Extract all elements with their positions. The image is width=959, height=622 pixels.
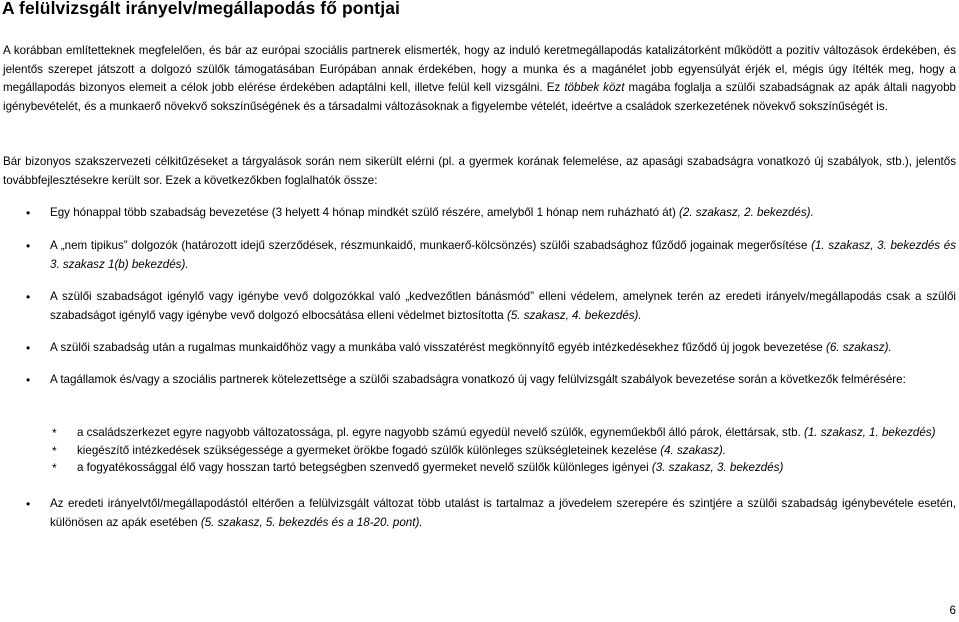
bullet-icon: • (26, 373, 31, 387)
reference: (2. szakasz, 2. bekezdés). (679, 206, 814, 219)
bullet-icon: • (26, 239, 31, 253)
bullet-icon: • (26, 206, 31, 220)
list-item-text: Az eredeti irányelvtől/megállapodástól eltérően a felülvizsgált változat több utalást is tartalmaz a jövedelem szerepére és szintjére a szülői szabadság igénybevétele esetén, különösen az apák esetében (5. szakasz, 5. bekezdés és a 18-20. pont). (50, 497, 956, 529)
reference: (5. szakasz, 5. bekezdés és a 18-20. pont). (200, 515, 423, 529)
intro-text-a: A korábban említetteknek megfelelően, és bár az európai szociális partnerek elismerték, hogy az induló keretmegállapodás katalizátorként működött a pozitív változások érdekében, és jelentős szerepet játszott a dolgozó szülők támogatásában Európában annak érdekében, hogy a munka és a magánélet jobb egyensúlyát érjék el, mégis úgy ítélték meg, hogy a megállapodás bizonyos elemeit a célok jobb elérése érdekében adaptálni kell, illetve felül kell vizsgálni. Ez (3, 44, 956, 95)
reference: (1. szakasz, 1. bekezdés) (803, 426, 936, 439)
list-item-text: A szülői szabadság után a rugalmas munkaidőhöz vagy a munkába való visszatérést megkönnyítő egyéb intézkedésekhez fűződő új jogok bevezetése (6. szakasz). (50, 341, 892, 354)
reference: (3. szakasz, 3. bekezdés) (651, 461, 784, 474)
reference: (1. szakasz, 3. bekezdés és 3. szakasz 1(b) bekezdés). (50, 239, 956, 271)
list-item-text: A tagállamok és/vagy a szociális partnerek kötelezettsége a szülői szabadságra vonatkozó új vagy felülvizsgált szabályok bevezetése során a következők felmérésére: (50, 373, 906, 386)
summary-paragraph: Bár bizonyos szakszervezeti célkitűzéseket a tárgyalások során nem sikerült elérni (pl. a gyermek korának felemelése, az apasági szabadságra vonatkozó új szabályok, stb.), jelentős továbbfejlesztésekre került sor. Ezek a következőkben foglalhatók össze: (3, 155, 956, 187)
sub-item-text: kiegészítő intézkedések szükségessége a gyermeket örökbe fogadó szülők különleges szükségleteinek kezelése (4. szakasz). (77, 444, 726, 457)
list-item-text: A „nem tipikus” dolgozók (határozott idejű szerződések, részmunkaidő, munkaerő-kölcsönzés) szülői szabadsághoz fűződő jogainak megerősítése (1. szakasz, 3. bekezdés és 3. szakasz 1(b) bekezdés). (50, 239, 956, 271)
page-title: A felülvizsgált irányelv/megállapodás fő pontjai (2, 0, 400, 18)
asterisk-icon: * (52, 461, 57, 475)
bullet-icon: • (26, 290, 31, 304)
bullet-icon: • (26, 341, 31, 355)
intro-paragraph (3, 42, 956, 116)
reference: (4. szakasz). (660, 444, 726, 457)
intro-emphasis: többek közt (564, 81, 625, 95)
page-number: 6 (949, 604, 956, 617)
sub-item-text: a családszerkezet egyre nagyobb változatossága, pl. egyre nagyobb számú egyedül nevelő szülők, egyneműekből álló párok, élettársak, stb. (1. szakasz, 1. bekezdés) (77, 426, 936, 439)
reference: (5. szakasz, 4. bekezdés). (506, 308, 642, 322)
bullet-icon: • (26, 497, 31, 511)
sub-item-text: a fogyatékossággal élő vagy hosszan tartó betegségben szenvedő gyermeket nevelő szülők különleges igényei (3. szakasz, 3. bekezdés) (77, 461, 784, 474)
reference: (6. szakasz). (825, 341, 892, 354)
intro-text-b: magába foglalja a szülői szabadságnak az apák általi nagyobb igénybevételét, és a munkaerő növekvő sokszínűségének és a társadalmi változásoknak a figyelembe vételét, ideértve a családok szerkezetének növekvő sokszínűségét is. (3, 81, 956, 113)
list-item-text: Egy hónappal több szabadság bevezetése (3 helyett 4 hónap mindkét szülő részére, amelyből 1 hónap nem ruházható át) (2. szakasz, 2. bekezdés). (50, 206, 814, 219)
asterisk-icon: * (52, 426, 57, 440)
asterisk-icon: * (52, 444, 57, 458)
list-item-text: A szülői szabadságot igénylő vagy igénybe vevő dolgozókkal való „kedvezőtlen bánásmód” elleni védelem, amelynek terén az eredeti irányelv/megállapodás csak a szülői szabadságot igénylő vagy igénybe vevő dolgozó elbocsátása elleni védelmet biztosította (5. szakasz, 4. bekezdés). (50, 290, 956, 322)
